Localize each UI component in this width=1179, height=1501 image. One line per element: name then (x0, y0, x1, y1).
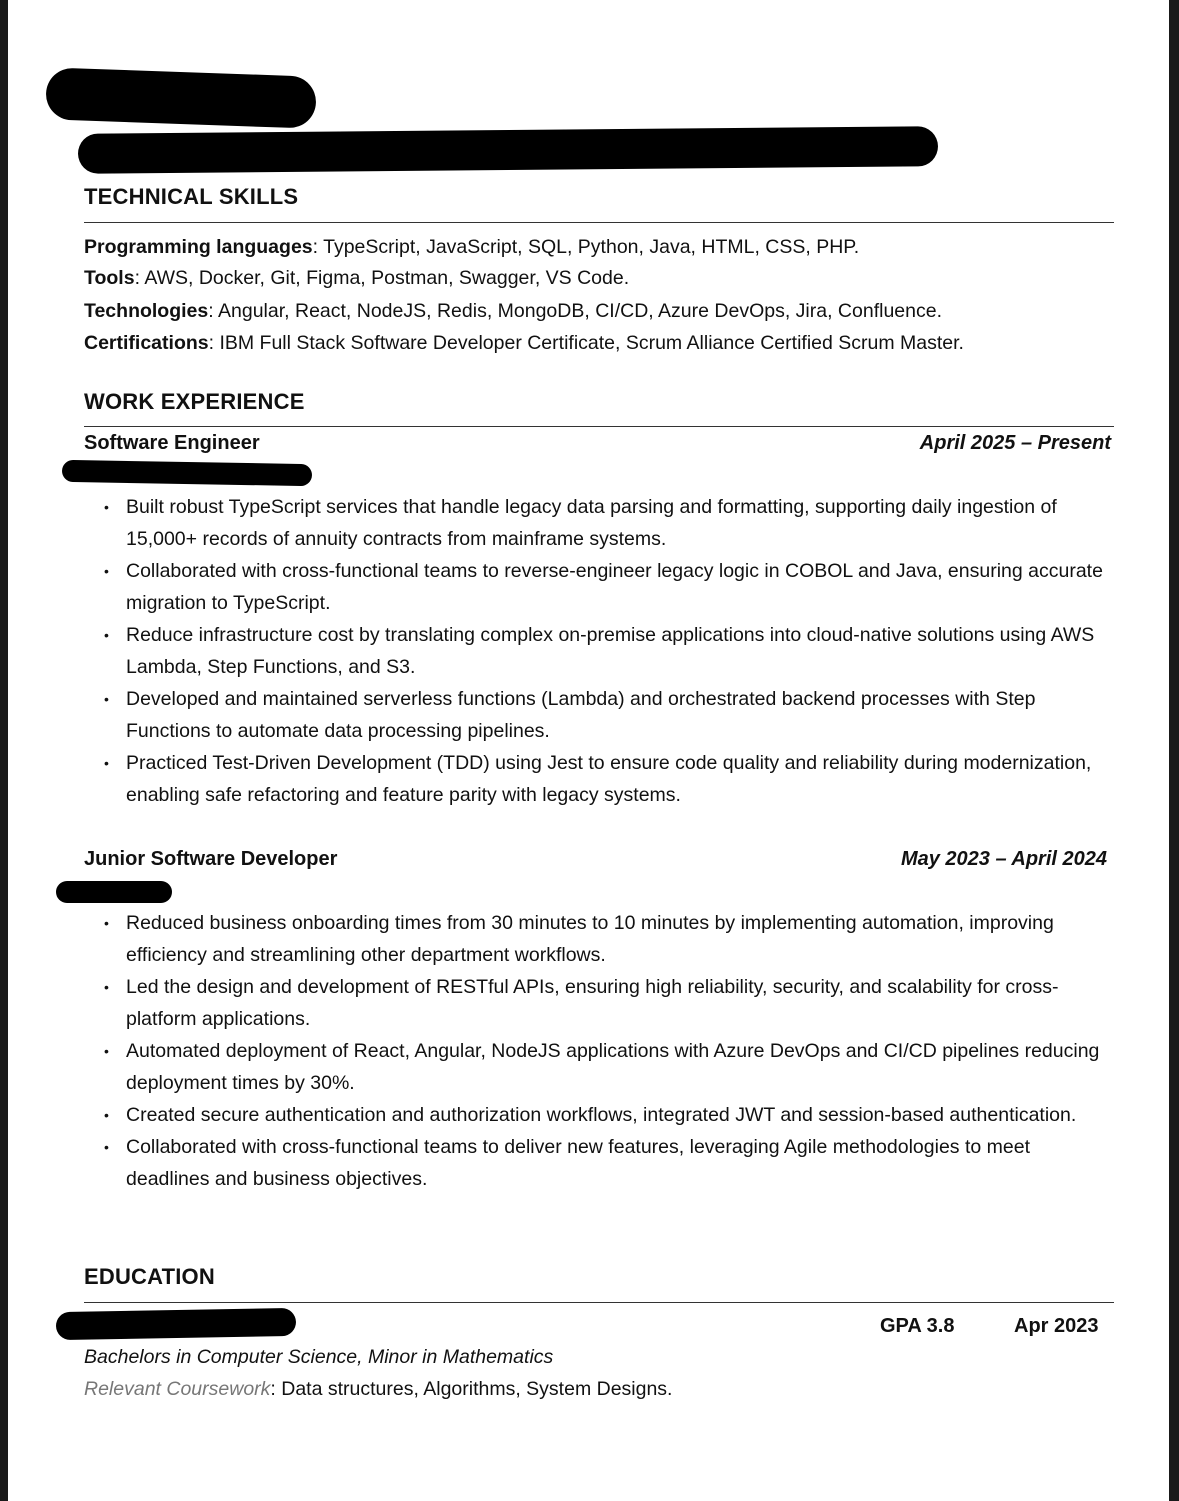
job-bullets (104, 907, 1114, 1195)
redacted-name (45, 67, 317, 128)
list-item: • Developed and maintained serverless functions (Lambda) and orchestrated backend processes with Step Functions to automate data processing pipelines. (104, 683, 1114, 747)
job-date: April 2025 – Present (919, 432, 1111, 454)
job-title: Software Engineer (84, 432, 260, 454)
skill-label: Certifications (84, 332, 209, 354)
degree: Bachelors in Computer Science, Minor in Mathematics (84, 1346, 554, 1368)
skill-value: : Angular, React, NodeJS, Redis, MongoDB, CI/CD, Azure DevOps, Jira, Confluence. (208, 300, 943, 322)
list-item: • Automated deployment of React, Angular, NodeJS applications with Azure DevOps and CI/CD pipelines reducing deployment times by 30%. (104, 1035, 1114, 1099)
redacted-school (56, 1308, 296, 1340)
list-item: • Built robust TypeScript services that handle legacy data parsing and formatting, supporting daily ingestion of 15,000+ records of annuity contracts from mainframe systems. (104, 491, 1114, 555)
experience-section-title: WORK EXPERIENCE (84, 389, 305, 414)
redacted-company (62, 460, 312, 486)
gpa: GPA 3.8 (880, 1315, 955, 1337)
job-title: Junior Software Developer (84, 848, 338, 870)
graduation-date: Apr 2023 (1014, 1315, 1099, 1337)
left-dark-edge (0, 0, 8, 1501)
experience-divider (84, 426, 1114, 427)
list-item: • Practiced Test-Driven Development (TDD) using Jest to ensure code quality and reliability during modernization, enabling safe refactoring and feature parity with legacy systems. (104, 747, 1114, 811)
skill-label: Programming languages (84, 236, 313, 258)
skill-line-languages (84, 231, 859, 263)
education-divider (84, 1302, 1114, 1303)
skills-section-title: TECHNICAL SKILLS (84, 184, 299, 209)
skill-line-certifications (84, 327, 964, 359)
skill-value: : TypeScript, JavaScript, SQL, Python, Java, HTML, CSS, PHP. (312, 236, 860, 258)
list-item: • Created secure authentication and authorization workflows, integrated JWT and session-based authentication. (104, 1099, 1114, 1131)
education-section-title: EDUCATION (84, 1264, 215, 1289)
coursework (84, 1378, 672, 1401)
skills-divider (84, 222, 1114, 223)
skill-value: : AWS, Docker, Git, Figma, Postman, Swagger, VS Code. (134, 267, 630, 289)
right-dark-edge (1169, 0, 1179, 1501)
skill-label: Tools (84, 267, 135, 289)
skill-value: : IBM Full Stack Software Developer Certificate, Scrum Alliance Certified Scrum Master. (208, 332, 964, 354)
job-bullets (104, 491, 1114, 811)
list-item: • Collaborated with cross-functional teams to reverse-engineer legacy logic in COBOL and Java, ensuring accurate migration to TypeScript. (104, 555, 1114, 619)
skill-label: Technologies (84, 300, 209, 322)
redacted-company (56, 881, 172, 903)
list-item: • Led the design and development of RESTful APIs, ensuring high reliability, security, and scalability for cross-platform applications. (104, 971, 1114, 1035)
skill-line-technologies (84, 295, 942, 327)
list-item: • Reduce infrastructure cost by translating complex on-premise applications into cloud-native solutions using AWS Lambda, Step Functions, and S3. (104, 619, 1114, 683)
coursework-value: : Data structures, Algorithms, System Designs. (270, 1378, 673, 1400)
coursework-label: Relevant Coursework (84, 1378, 271, 1400)
list-item: • Collaborated with cross-functional teams to deliver new features, leveraging Agile methodologies to meet deadlines and business objectives. (104, 1131, 1114, 1195)
list-item: • Reduced business onboarding times from 30 minutes to 10 minutes by implementing automation, improving efficiency and streamlining other department workflows. (104, 907, 1114, 971)
redacted-contact (78, 126, 938, 174)
resume-page (8, 0, 1169, 1501)
skill-line-tools (84, 262, 629, 294)
job-date: May 2023 – April 2024 (900, 848, 1107, 870)
